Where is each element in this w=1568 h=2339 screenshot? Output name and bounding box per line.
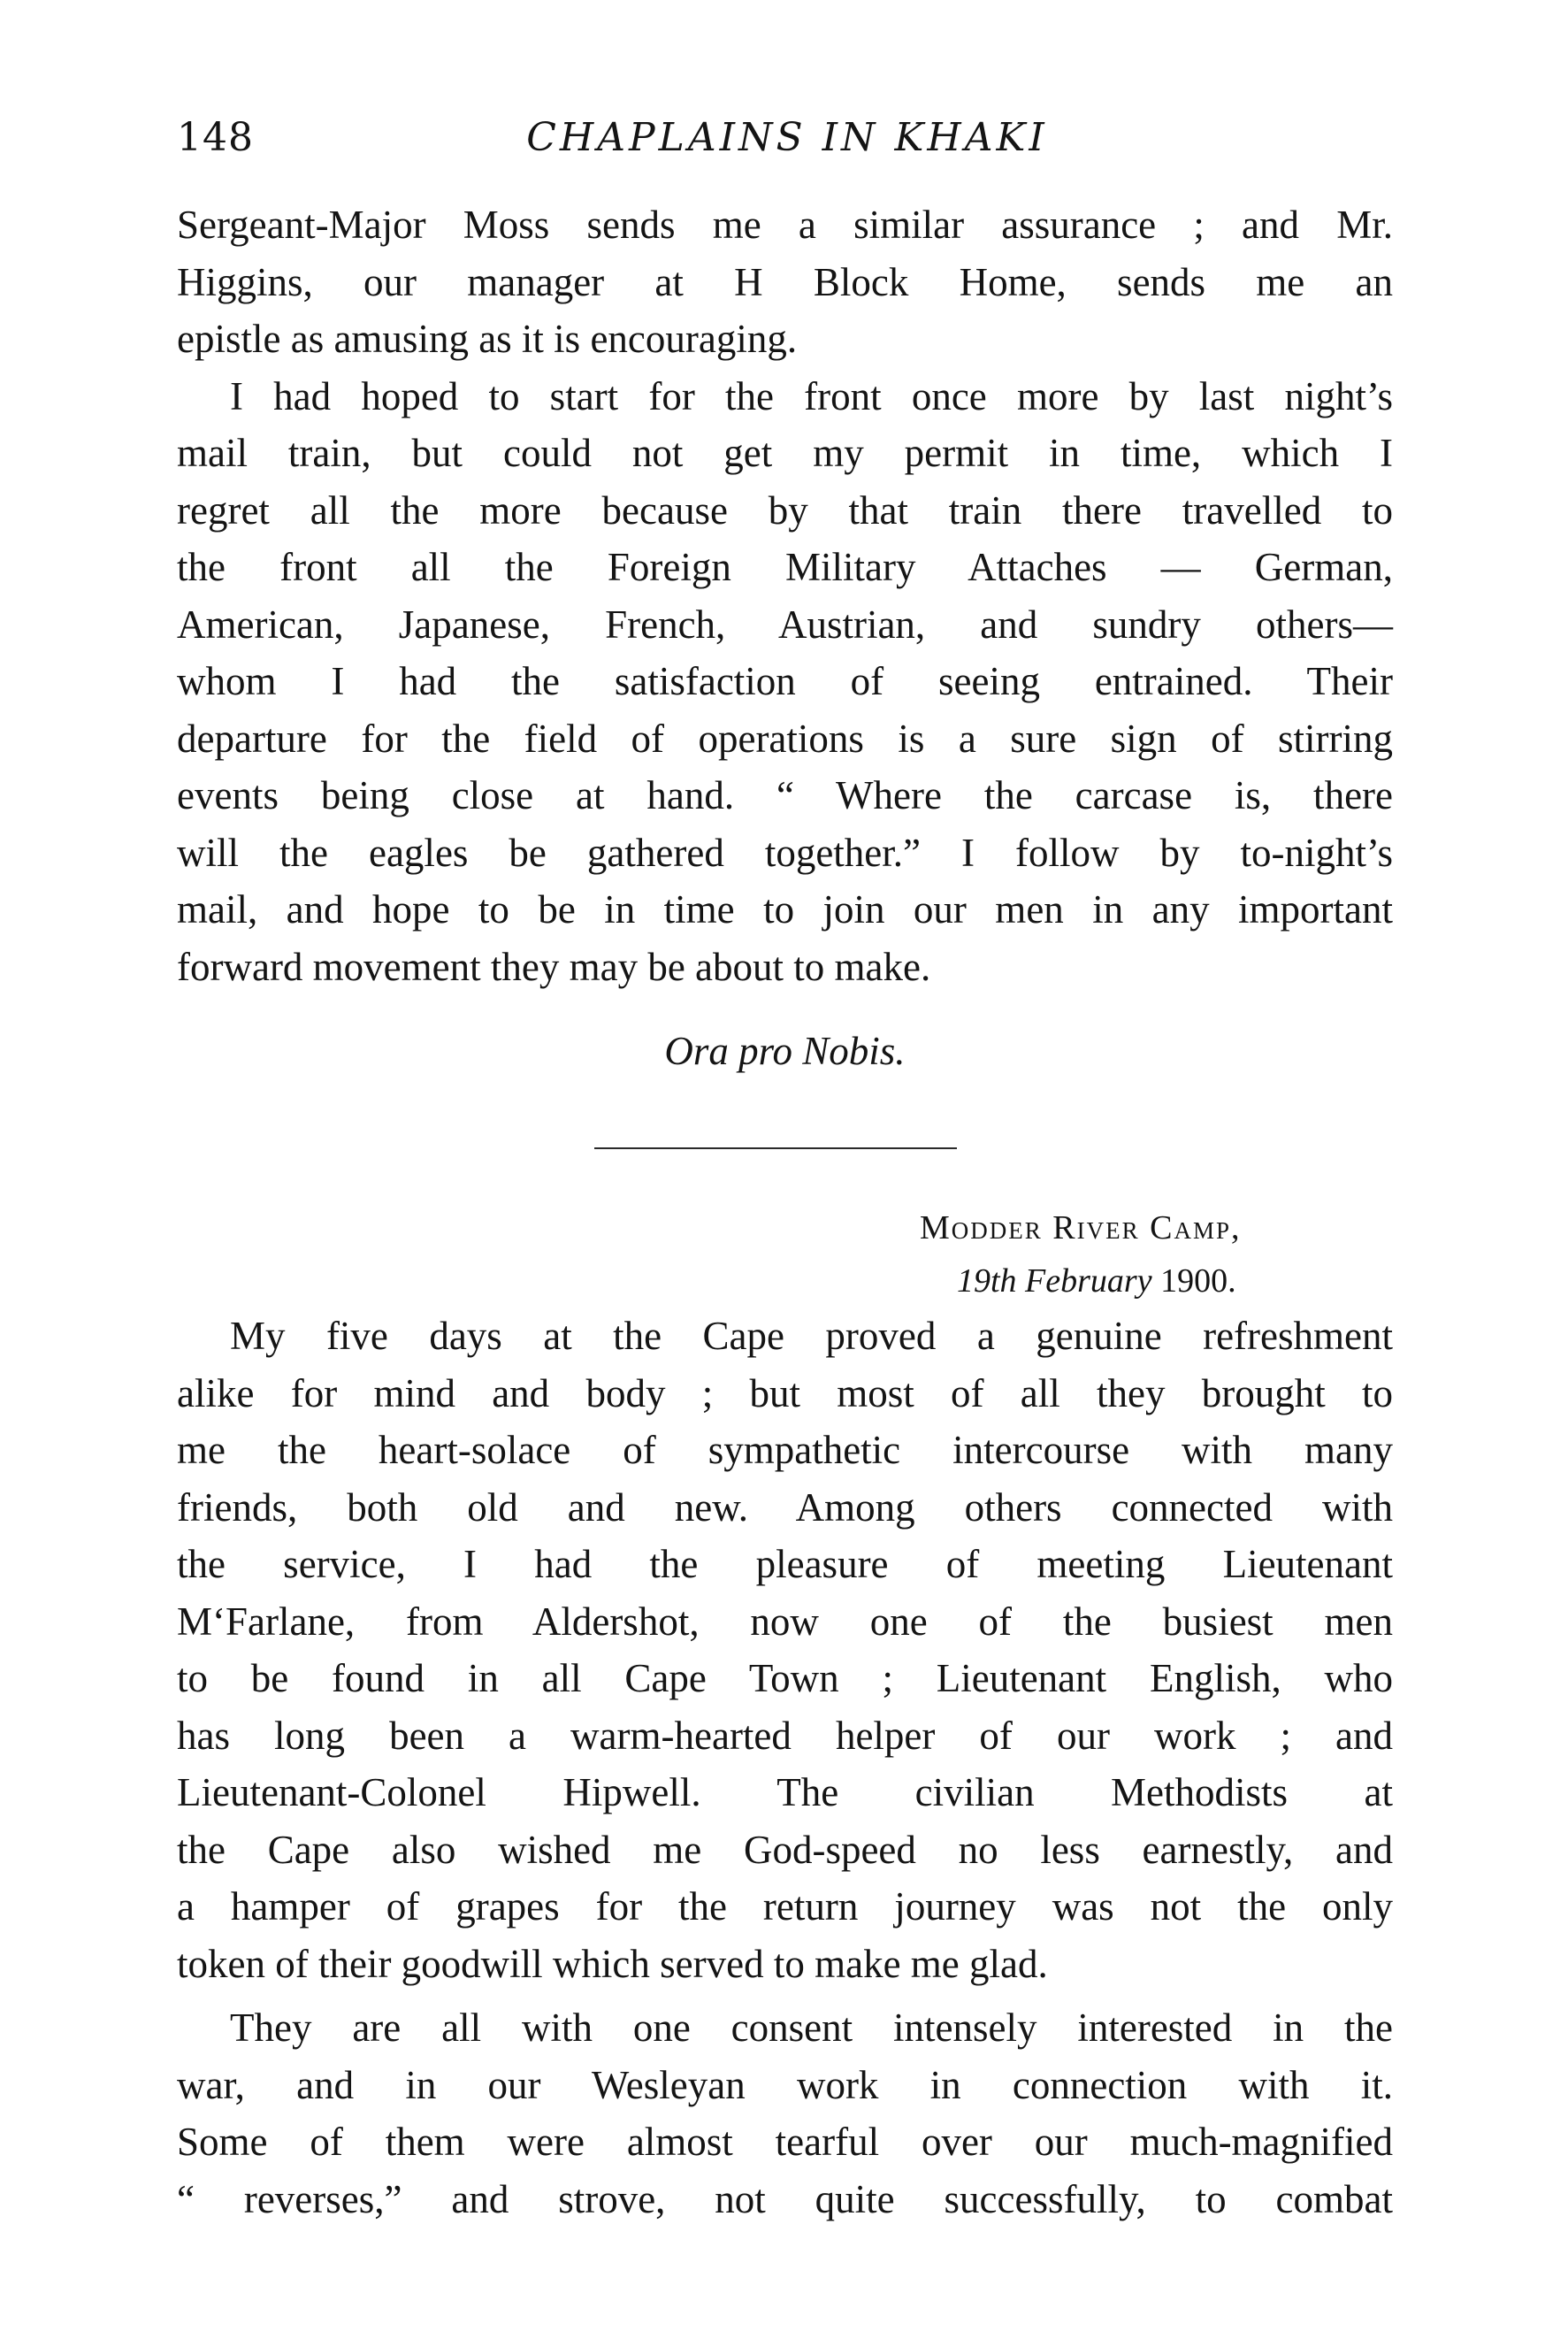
dateline-place: Modder River Camp, <box>920 1209 1242 1246</box>
text-line: me the heart-solace of sympathetic intercourse with many <box>177 1428 1393 1472</box>
dateline-day-month: 19th February <box>957 1262 1152 1300</box>
text-line: Higgins, our manager at H Block Home, sends me an <box>177 259 1393 304</box>
text-line: events being close at hand. “ Where the carcase is, there <box>177 773 1393 817</box>
text-line: a hamper of grapes for the return journey was not the only <box>177 1884 1393 1929</box>
dateline-date <box>920 1254 1242 1308</box>
sign-off: Ora pro Nobis. <box>664 1029 906 1073</box>
text-line: I had hoped to start for the front once more by last night’s <box>230 373 1393 418</box>
text-line: alike for mind and body ; but most of all they brought to <box>177 1370 1393 1415</box>
text-line: war, and in our Wesleyan work in connection with it. <box>177 2062 1393 2107</box>
text-line: the front all the Foreign Military Attaches — German, <box>177 545 1393 589</box>
section-divider <box>594 1147 957 1149</box>
text-line: Lieutenant-Colonel Hipwell. The civilian Methodists at <box>177 1770 1393 1814</box>
text-line: has long been a warm-hearted helper of our work ; and <box>177 1713 1393 1758</box>
text-line: regret all the more because by that train there travelled to <box>177 487 1393 533</box>
dateline <box>920 1201 1242 1308</box>
text-line: token of their goodwill which served to make me glad. <box>177 1941 1048 1986</box>
text-line: Sergeant-Major Moss sends me a similar assurance ; and Mr. <box>177 203 1393 247</box>
text-line: will the eagles be gathered together.” I follow by to-night’s <box>177 830 1393 875</box>
text-line: They are all with one consent intensely interested in the <box>230 2005 1393 2050</box>
page-number: 148 <box>177 115 254 160</box>
text-line: departure for the field of operations is a sure sign of stirring <box>177 716 1393 761</box>
text-line: the Cape also wished me God-speed no less earnestly, and <box>177 1827 1393 1872</box>
text-line: mail, and hope to be in time to join our men in any important <box>177 887 1393 932</box>
text-line: whom I had the satisfaction of seeing entrained. Their <box>177 659 1393 703</box>
text-line: forward movement they may be about to make. <box>177 944 931 989</box>
running-title: CHAPLAINS IN KHAKI <box>526 115 1048 160</box>
text-line: My five days at the Cape proved a genuine refreshment <box>230 1314 1393 1358</box>
page-header <box>177 115 1397 177</box>
text-line: American, Japanese, French, Austrian, and sundry others— <box>177 602 1393 647</box>
text-line: friends, both old and new. Among others connected with <box>177 1484 1393 1530</box>
dateline-year: 1900. <box>1160 1262 1236 1300</box>
text-line: “ reverses,” and strove, not quite successfully, to combat <box>177 2176 1393 2221</box>
text-line: mail train, but could not get my permit in time, which I <box>177 431 1393 475</box>
text-line: Some of them were almost tearful over our much-magnified <box>177 2120 1393 2164</box>
body-text-section-1 <box>177 196 1393 995</box>
text-line: M‘Farlane, from Aldershot, now one of the busiest men <box>177 1599 1393 1644</box>
text-line: the service, I had the pleasure of meeting Lieutenant <box>177 1542 1393 1586</box>
text-line: epistle as amusing as it is encouraging. <box>177 317 798 361</box>
body-text-section-2 <box>177 1308 1393 2228</box>
text-line: to be found in all Cape Town ; Lieutenant English, who <box>177 1656 1393 1700</box>
